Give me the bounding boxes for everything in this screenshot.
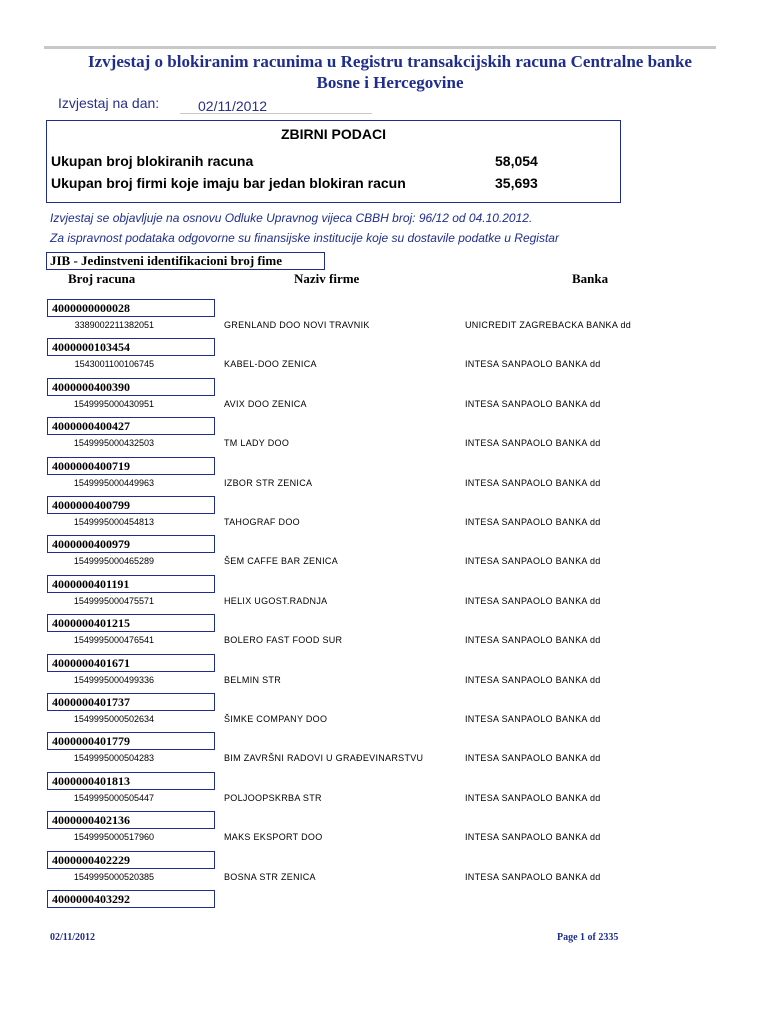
summary-firms-label: Ukupan broj firmi koje imaju bar jedan blokiran racun	[51, 175, 406, 191]
row-jib: 1549995000476541	[73, 635, 154, 646]
row-firm-name: IZBOR STR ZENICA	[224, 477, 313, 488]
row-bank-name: INTESA SANPAOLO BANKA dd	[465, 359, 601, 370]
row-jib: 1549995000475571	[73, 595, 154, 606]
account-number-box: 4000000400427	[47, 417, 215, 435]
row-firm-name: HELIX UGOST.RADNJA	[224, 595, 328, 606]
account-number-box: 4000000103454	[47, 338, 215, 356]
account-number-box: 4000000402229	[47, 851, 215, 869]
row-jib: 1549995000430951	[73, 398, 154, 409]
account-number-box: 4000000401779	[47, 732, 215, 750]
row-bank-name: INTESA SANPAOLO BANKA dd	[465, 635, 601, 646]
account-number-box: 4000000000028	[47, 299, 215, 317]
row-firm-name: BOLERO FAST FOOD SUR	[224, 635, 343, 646]
row-jib: 1549995000517960	[73, 832, 154, 843]
row-bank-name: INTESA SANPAOLO BANKA dd	[465, 714, 601, 724]
row-firm-name: ŠEM CAFFE BAR ZENICA	[224, 556, 339, 567]
row-bank-name: INTESA SANPAOLO BANKA dd	[465, 595, 601, 606]
row-bank-name: INTESA SANPAOLO BANKA dd	[465, 398, 601, 409]
row-firm-name: KABEL-DOO ZENICA	[224, 359, 317, 370]
row-jib: 1549995000432503	[73, 438, 154, 449]
account-number-box: 4000000401813	[47, 772, 215, 790]
row-firm-name: TAHOGRAF DOO	[224, 517, 300, 527]
row-jib: 1549995000465289	[73, 556, 154, 567]
row-jib: 1549995000520385	[73, 871, 154, 882]
row-jib: 1549995000454813	[73, 517, 154, 527]
account-number-box: 4000000400390	[47, 378, 215, 396]
row-jib: 1549995000502634	[73, 714, 154, 724]
row-firm-name: BOSNA STR ZENICA	[224, 871, 316, 882]
account-number-box: 4000000400979	[47, 535, 215, 553]
row-bank-name: INTESA SANPAOLO BANKA dd	[465, 517, 601, 527]
row-bank-name: INTESA SANPAOLO BANKA dd	[465, 477, 601, 488]
row-jib: 1543001100106745	[74, 359, 154, 370]
jib-header: JIB - Jedinstveni identifikacioni broj fime	[46, 252, 325, 270]
row-bank-name: INTESA SANPAOLO BANKA dd	[465, 674, 601, 685]
row-jib: 1549995000499336	[73, 674, 154, 685]
report-date-label: Izvjestaj na dan:	[58, 95, 160, 111]
summary-blocked-accounts-value: 58,054	[495, 153, 538, 169]
row-bank-name: INTESA SANPAOLO BANKA dd	[465, 832, 601, 843]
row-firm-name: POLJOOPSKRBA STR	[224, 792, 322, 803]
row-firm-name: BELMIN STR	[224, 674, 282, 685]
row-bank-name: INTESA SANPAOLO BANKA dd	[465, 556, 601, 567]
row-bank-name: INTESA SANPAOLO BANKA dd	[465, 753, 601, 764]
report-title-line2: Bosne i Hercegovine	[316, 73, 464, 92]
footer-page-number: Page 1 of 2335	[557, 932, 619, 943]
row-bank-name: INTESA SANPAOLO BANKA dd	[465, 792, 601, 803]
note-responsibility: Za ispravnost podataka odgovorne su finansijske institucije koje su dostavile podatke u Registar	[50, 231, 559, 245]
account-number-box: 4000000401671	[47, 654, 215, 672]
note-legal-basis: Izvjestaj se objavljuje na osnovu Odluke Upravnog vijeca CBBH broj: 96/12 od 04.10.2012.	[50, 211, 533, 225]
row-jib: 1549995000504283	[73, 753, 154, 764]
account-number-box: 4000000401191	[47, 575, 215, 593]
account-number-box: 4000000403292	[47, 890, 215, 908]
summary-firms-value: 35,693	[495, 175, 538, 191]
row-firm-name: BIM ZAVRŠNI RADOVI U GRAĐEVINARSTVU	[224, 753, 424, 764]
row-jib: 3389002211382051	[74, 320, 154, 330]
column-header-firm: Naziv firme	[294, 271, 360, 286]
row-bank-name: INTESA SANPAOLO BANKA dd	[465, 871, 601, 882]
footer-date: 02/11/2012	[50, 932, 96, 943]
account-number-box: 4000000401215	[47, 614, 215, 632]
report-title-line1: Izvjestaj o blokiranim racunima u Registru transakcijskih racuna Centralne banke	[88, 52, 692, 71]
column-header-account: Broj racuna	[68, 271, 136, 286]
row-bank-name: INTESA SANPAOLO BANKA dd	[465, 438, 601, 449]
account-number-box: 4000000401737	[47, 693, 215, 711]
row-jib: 1549995000449963	[73, 477, 154, 488]
report-title	[44, 51, 736, 93]
account-number-box: 4000000400799	[47, 496, 215, 514]
report-date-value: 02/11/2012	[180, 98, 372, 114]
account-number-box: 4000000400719	[47, 457, 215, 475]
row-firm-name: TM LADY DOO	[224, 438, 290, 449]
header-rule	[44, 46, 716, 49]
summary-box	[46, 120, 621, 203]
row-firm-name: GRENLAND DOO NOVI TRAVNIK	[224, 320, 370, 330]
row-firm-name: MAKS EKSPORT DOO	[224, 832, 323, 843]
row-jib: 1549995000505447	[73, 792, 154, 803]
row-firm-name: ŠIMKE COMPANY DOO	[224, 714, 328, 724]
column-header-bank: Banka	[572, 271, 609, 286]
row-bank-name: UNICREDIT ZAGREBACKA BANKA dd	[465, 320, 632, 330]
account-number-box: 4000000402136	[47, 811, 215, 829]
summary-title: ZBIRNI PODACI	[281, 126, 386, 142]
summary-blocked-accounts-label: Ukupan broj blokiranih racuna	[51, 153, 254, 169]
row-firm-name: AVIX DOO ZENICA	[224, 398, 307, 409]
